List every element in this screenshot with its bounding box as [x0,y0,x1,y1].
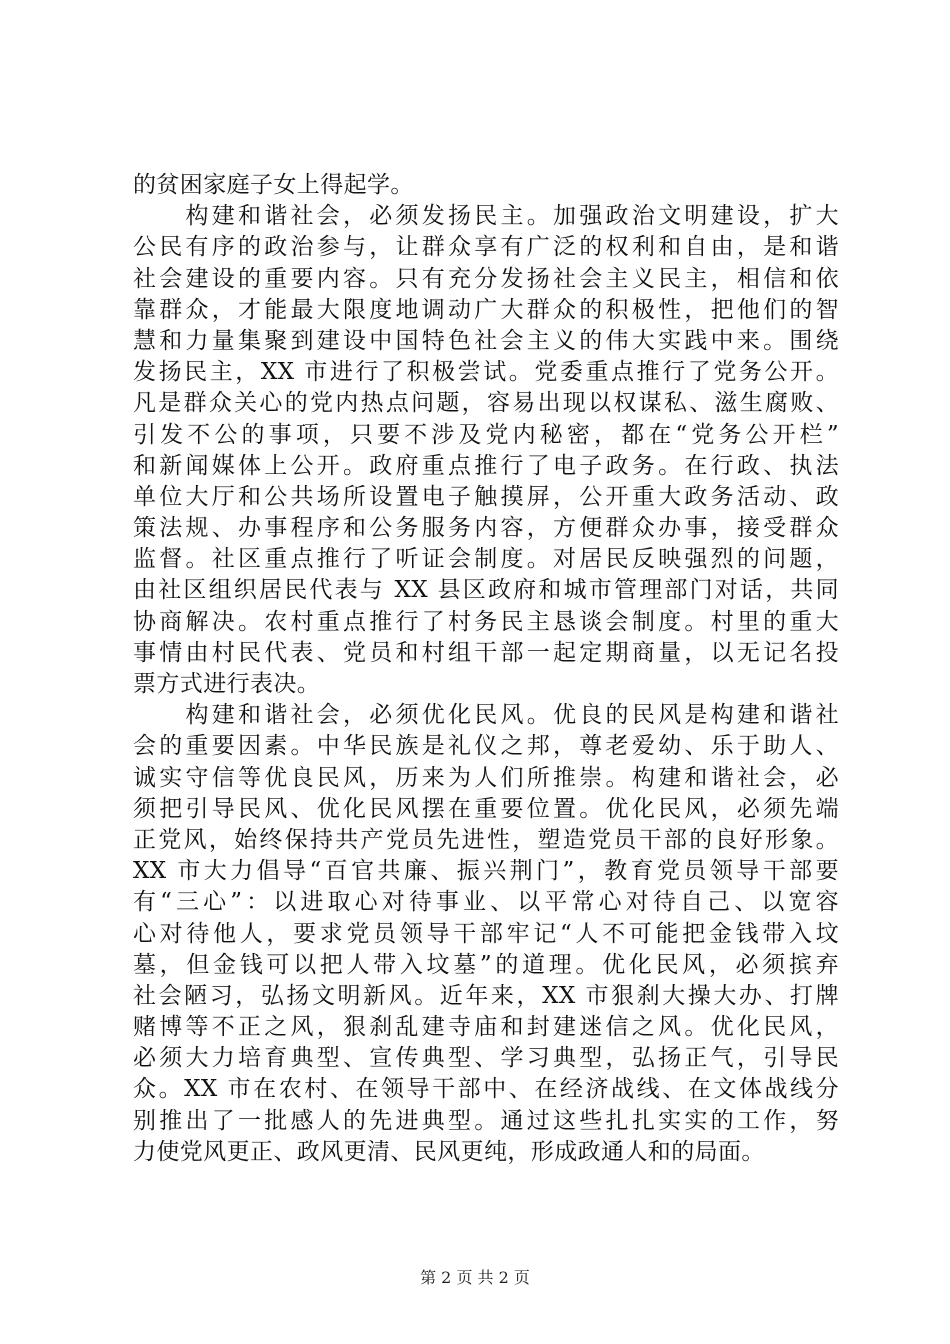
text-line: 事情由村民代表、党员和村组干部一起定期商量，以无记名投 [133,639,839,666]
text-line: 和新闻媒体上公开。政府重点推行了电子政务。在行政、执法 [133,452,839,479]
text-line: 构建和谐社会，必须优化民风。优良的民风是构建和谐社 [133,702,839,729]
text-line: 凡是群众关心的党内热点问题，容易出现以权谋私、滋生腐败、 [133,390,839,417]
text-line: 正党风，始终保持共产党员先进性，塑造党员干部的良好形象。 [133,826,839,853]
text-line: 构建和谐社会，必须发扬民主。加强政治文明建设，扩大 [133,203,839,230]
text-line: 发扬民主，XX 市进行了积极尝试。党委重点推行了党务公开。 [133,359,839,386]
text-line: 有“三心”：以进取心对待事业、以平常心对待自己、以宽容 [133,889,839,916]
text-line: 社会建设的重要内容。只有充分发扬社会主义民主，相信和依 [133,265,839,292]
text-line: 策法规、办事程序和公务服务内容，方便群众办事，接受群众 [133,515,839,542]
text-line: 引发不公的事项，只要不涉及党内秘密，都在“党务公开栏” [133,421,839,448]
text-line: 必须大力培育典型、宣传典型、学习典型，弘扬正气，引导民 [133,1045,839,1072]
text-line: 公民有序的政治参与，让群众享有广泛的权利和自由，是和谐 [133,234,839,261]
text-line: 诚实守信等优良民风，历来为人们所推崇。构建和谐社会，必 [133,764,839,791]
text-line: 协商解决。农村重点推行了村务民主恳谈会制度。村里的重大 [133,608,839,635]
text-line: 心对待他人，要求党员领导干部牢记“人不可能把金钱带入坟 [133,920,839,947]
document-body [133,170,839,1168]
text-line: 众。XX 市在农村、在领导干部中、在经济战线、在文体战线分 [133,1076,839,1103]
text-line: 靠群众，才能最大限度地调动广大群众的积极性，把他们的智 [133,296,839,323]
text-line: 别推出了一批感人的先进典型。通过这些扎扎实实的工作，努 [133,1107,839,1134]
text-line: 力使党风更正、政风更清、民风更纯，形成政通人和的局面。 [133,1138,765,1165]
text-line: 墓，但金钱可以把人带入坟墓”的道理。优化民风，必须摈弃 [133,951,839,978]
text-line: 监督。社区重点推行了听证会制度。对居民反映强烈的问题， [133,546,839,573]
text-line: 票方式进行表决。 [133,671,321,697]
text-line: XX 市大力倡导“百官共廉、振兴荆门”，教育党员领导干部要 [133,858,839,885]
text-line: 赌博等不正之风，狠刹乱建寺庙和封建迷信之风。优化民风， [133,1014,839,1041]
text-line: 单位大厅和公共场所设置电子触摸屏，公开重大政务活动、政 [133,483,839,510]
page-footer: 第 2 页 共 2 页 [420,1268,530,1287]
text-line: 会的重要因素。中华民族是礼仪之邦，尊老爱幼、乐于助人、 [133,733,839,760]
text-line: 慧和力量集聚到建设中国特色社会主义的伟大实践中来。围绕 [133,327,839,354]
text-line: 由社区组织居民代表与 XX 县区政府和城市管理部门对话，共同 [133,577,839,604]
text-line: 须把引导民风、优化民风摆在重要位置。优化民风，必须先端 [133,795,839,822]
text-line: 社会陋习，弘扬文明新风。近年来，XX 市狠刹大操大办、打牌 [133,982,839,1009]
text-line: 的贫困家庭子女上得起学。 [133,172,414,198]
